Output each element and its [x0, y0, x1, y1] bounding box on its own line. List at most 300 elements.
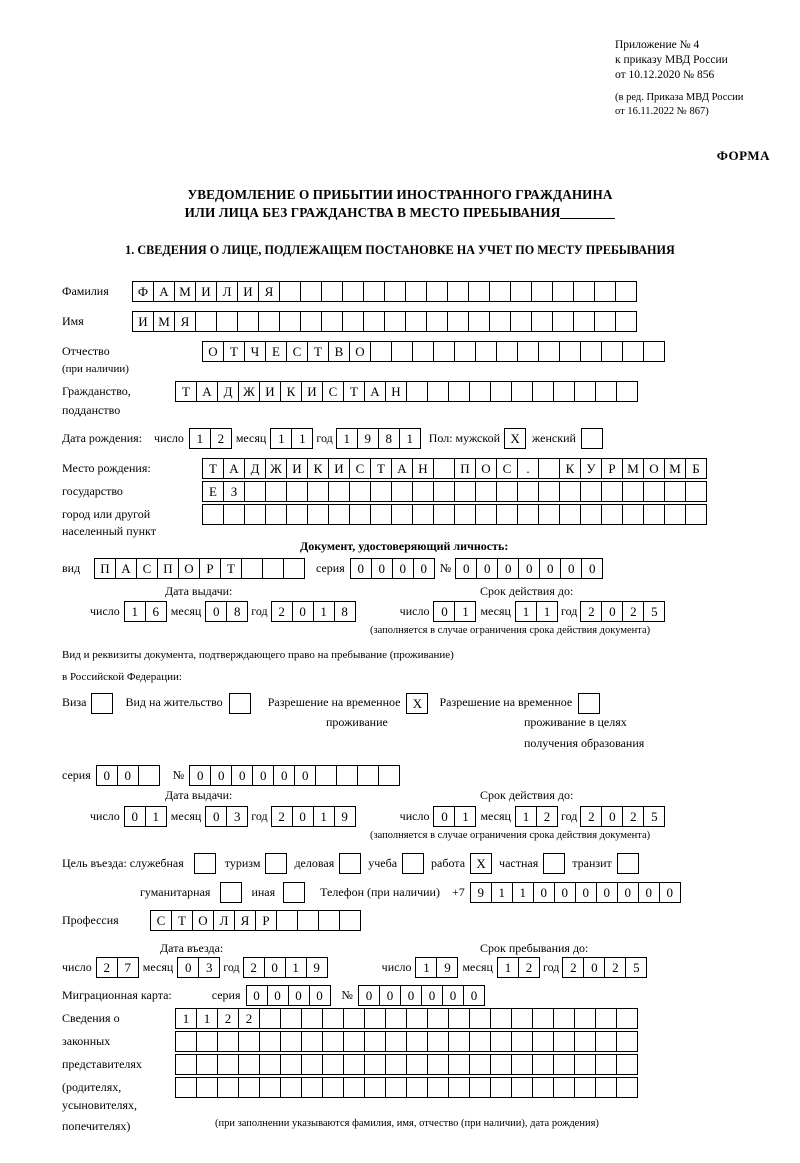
- char-box[interactable]: [357, 765, 379, 786]
- char-box[interactable]: 0: [518, 558, 540, 579]
- char-box[interactable]: [601, 481, 623, 502]
- char-box[interactable]: [490, 381, 512, 402]
- char-box[interactable]: Т: [202, 458, 224, 479]
- char-box[interactable]: [490, 1008, 512, 1029]
- char-box[interactable]: [622, 481, 644, 502]
- char-box[interactable]: К: [280, 381, 302, 402]
- doc-number-boxes[interactable]: [455, 558, 602, 579]
- doc-series-boxes[interactable]: [350, 558, 434, 579]
- char-box[interactable]: [283, 558, 305, 579]
- char-box[interactable]: М: [153, 311, 175, 332]
- char-box[interactable]: 9: [334, 806, 356, 827]
- char-box[interactable]: [531, 311, 553, 332]
- char-box[interactable]: [370, 481, 392, 502]
- char-box[interactable]: [454, 341, 476, 362]
- char-box[interactable]: [297, 910, 319, 931]
- char-box[interactable]: [405, 311, 427, 332]
- char-box[interactable]: Е: [265, 341, 287, 362]
- char-box[interactable]: [322, 1031, 344, 1052]
- char-box[interactable]: [594, 311, 616, 332]
- doc-issue-year-boxes[interactable]: [271, 601, 355, 622]
- char-box[interactable]: [510, 281, 532, 302]
- char-box[interactable]: П: [454, 458, 476, 479]
- char-box[interactable]: [574, 1031, 596, 1052]
- char-box[interactable]: [469, 381, 491, 402]
- entry-year-boxes[interactable]: [243, 957, 327, 978]
- char-box[interactable]: [336, 765, 358, 786]
- char-box[interactable]: А: [153, 281, 175, 302]
- char-box[interactable]: [532, 1031, 554, 1052]
- char-box[interactable]: [301, 1008, 323, 1029]
- char-box[interactable]: П: [94, 558, 116, 579]
- char-box[interactable]: С: [349, 458, 371, 479]
- char-box[interactable]: [406, 1031, 428, 1052]
- char-box[interactable]: Д: [244, 458, 266, 479]
- char-box[interactable]: [517, 504, 539, 525]
- char-box[interactable]: [363, 281, 385, 302]
- char-box[interactable]: [553, 1031, 575, 1052]
- stay-series-boxes[interactable]: [96, 765, 159, 786]
- char-box[interactable]: И: [301, 381, 323, 402]
- visa-checkbox[interactable]: [91, 693, 112, 714]
- char-box[interactable]: 3: [198, 957, 220, 978]
- mig-number-boxes[interactable]: [358, 985, 484, 1006]
- char-box[interactable]: [265, 481, 287, 502]
- char-box[interactable]: И: [328, 458, 350, 479]
- char-box[interactable]: [343, 1031, 365, 1052]
- char-box[interactable]: 1: [291, 428, 313, 449]
- char-box[interactable]: О: [643, 458, 665, 479]
- char-box[interactable]: [616, 1077, 638, 1098]
- char-box[interactable]: [475, 504, 497, 525]
- char-box[interactable]: 0: [583, 957, 605, 978]
- char-box[interactable]: С: [136, 558, 158, 579]
- char-box[interactable]: [216, 311, 238, 332]
- char-box[interactable]: С: [150, 910, 172, 931]
- char-box[interactable]: [580, 504, 602, 525]
- char-box[interactable]: 0: [421, 985, 443, 1006]
- char-box[interactable]: 0: [371, 558, 393, 579]
- char-box[interactable]: [321, 281, 343, 302]
- char-box[interactable]: [469, 1031, 491, 1052]
- char-box[interactable]: [616, 1031, 638, 1052]
- char-box[interactable]: [595, 1031, 617, 1052]
- char-box[interactable]: [580, 341, 602, 362]
- char-box[interactable]: [391, 504, 413, 525]
- char-box[interactable]: [552, 281, 574, 302]
- char-box[interactable]: [538, 504, 560, 525]
- char-box[interactable]: 0: [264, 957, 286, 978]
- char-box[interactable]: [370, 504, 392, 525]
- char-box[interactable]: [328, 481, 350, 502]
- char-box[interactable]: 1: [270, 428, 292, 449]
- char-box[interactable]: [391, 481, 413, 502]
- char-box[interactable]: [280, 1054, 302, 1075]
- char-box[interactable]: [196, 1031, 218, 1052]
- char-box[interactable]: [447, 311, 469, 332]
- char-box[interactable]: 0: [601, 601, 623, 622]
- char-box[interactable]: 1: [175, 1008, 197, 1029]
- sex-female-check[interactable]: [581, 428, 603, 449]
- char-box[interactable]: А: [115, 558, 137, 579]
- purpose-study-checkbox-check[interactable]: [402, 853, 424, 874]
- char-box[interactable]: [342, 281, 364, 302]
- char-box[interactable]: О: [202, 341, 224, 362]
- char-box[interactable]: [664, 481, 686, 502]
- char-box[interactable]: О: [349, 341, 371, 362]
- char-box[interactable]: 1: [124, 601, 146, 622]
- char-box[interactable]: [469, 1008, 491, 1029]
- char-box[interactable]: М: [664, 458, 686, 479]
- purpose-tourism-checkbox-check[interactable]: [265, 853, 287, 874]
- char-box[interactable]: Ф: [132, 281, 154, 302]
- char-box[interactable]: 0: [273, 765, 295, 786]
- stay-end-month-boxes[interactable]: [497, 957, 539, 978]
- char-box[interactable]: [321, 311, 343, 332]
- char-box[interactable]: [496, 481, 518, 502]
- doc-valid-day-boxes[interactable]: [433, 601, 475, 622]
- char-box[interactable]: Р: [199, 558, 221, 579]
- purpose-humanitarian-checkbox-check[interactable]: [220, 882, 242, 903]
- char-box[interactable]: 0: [210, 765, 232, 786]
- char-box[interactable]: [448, 1008, 470, 1029]
- char-box[interactable]: [343, 1054, 365, 1075]
- char-box[interactable]: [217, 1031, 239, 1052]
- char-box[interactable]: 2: [243, 957, 265, 978]
- char-box[interactable]: 1: [515, 601, 537, 622]
- char-box[interactable]: .: [517, 458, 539, 479]
- purpose-work-checkbox[interactable]: [470, 853, 491, 874]
- char-box[interactable]: [258, 311, 280, 332]
- char-box[interactable]: [279, 311, 301, 332]
- char-box[interactable]: [406, 1008, 428, 1029]
- char-box[interactable]: [286, 504, 308, 525]
- char-box[interactable]: [175, 1054, 197, 1075]
- purpose-service-checkbox-check[interactable]: [194, 853, 216, 874]
- char-box[interactable]: 0: [205, 601, 227, 622]
- char-box[interactable]: Т: [307, 341, 329, 362]
- char-box[interactable]: 0: [554, 882, 576, 903]
- char-box[interactable]: [580, 481, 602, 502]
- char-box[interactable]: [447, 281, 469, 302]
- char-box[interactable]: 0: [205, 806, 227, 827]
- char-box[interactable]: Е: [202, 481, 224, 502]
- char-box[interactable]: [301, 1031, 323, 1052]
- char-box[interactable]: Т: [220, 558, 242, 579]
- char-box[interactable]: 1: [196, 1008, 218, 1029]
- char-box[interactable]: 1: [497, 957, 519, 978]
- stay-end-day-boxes[interactable]: [415, 957, 457, 978]
- char-box[interactable]: [217, 1054, 239, 1075]
- char-box[interactable]: О: [178, 558, 200, 579]
- char-box[interactable]: [469, 1077, 491, 1098]
- char-box[interactable]: Я: [234, 910, 256, 931]
- char-box[interactable]: З: [223, 481, 245, 502]
- char-box[interactable]: 1: [454, 806, 476, 827]
- char-box[interactable]: С: [286, 341, 308, 362]
- char-box[interactable]: [259, 1054, 281, 1075]
- char-box[interactable]: [265, 504, 287, 525]
- char-box[interactable]: [405, 281, 427, 302]
- char-box[interactable]: [328, 504, 350, 525]
- char-box[interactable]: [370, 341, 392, 362]
- stay-issue-year-boxes[interactable]: [271, 806, 355, 827]
- char-box[interactable]: 1: [313, 601, 335, 622]
- char-box[interactable]: [343, 1008, 365, 1029]
- char-box[interactable]: 3: [226, 806, 248, 827]
- char-box[interactable]: [468, 281, 490, 302]
- char-box[interactable]: [538, 481, 560, 502]
- char-box[interactable]: [412, 481, 434, 502]
- char-box[interactable]: [378, 765, 400, 786]
- char-box[interactable]: [349, 504, 371, 525]
- stay-valid-year-boxes[interactable]: [580, 806, 664, 827]
- char-box[interactable]: 0: [638, 882, 660, 903]
- char-box[interactable]: [553, 1008, 575, 1029]
- char-box[interactable]: 0: [455, 558, 477, 579]
- char-box[interactable]: 2: [217, 1008, 239, 1029]
- char-box[interactable]: [364, 1077, 386, 1098]
- char-box[interactable]: [448, 1031, 470, 1052]
- char-box[interactable]: [475, 481, 497, 502]
- char-box[interactable]: [280, 1077, 302, 1098]
- purpose-business-checkbox[interactable]: [339, 853, 360, 874]
- char-box[interactable]: 9: [470, 882, 492, 903]
- char-box[interactable]: 2: [238, 1008, 260, 1029]
- char-box[interactable]: [538, 341, 560, 362]
- char-box[interactable]: [594, 281, 616, 302]
- birth-year-boxes[interactable]: [336, 428, 420, 449]
- char-box[interactable]: 0: [617, 882, 639, 903]
- char-box[interactable]: П: [157, 558, 179, 579]
- char-box[interactable]: [601, 504, 623, 525]
- char-box[interactable]: 0: [231, 765, 253, 786]
- char-box[interactable]: [300, 311, 322, 332]
- char-box[interactable]: В: [328, 341, 350, 362]
- char-box[interactable]: С: [322, 381, 344, 402]
- entry-month-boxes[interactable]: [177, 957, 219, 978]
- char-box[interactable]: 0: [596, 882, 618, 903]
- char-box[interactable]: [217, 1077, 239, 1098]
- char-box[interactable]: Р: [601, 458, 623, 479]
- char-box[interactable]: [511, 1077, 533, 1098]
- char-box[interactable]: [301, 1077, 323, 1098]
- char-box[interactable]: 7: [117, 957, 139, 978]
- char-box[interactable]: 0: [294, 765, 316, 786]
- edu-residence-checkbox[interactable]: [578, 693, 599, 714]
- char-box[interactable]: 0: [189, 765, 211, 786]
- char-box[interactable]: 1: [515, 806, 537, 827]
- char-box[interactable]: 1: [189, 428, 211, 449]
- char-box[interactable]: [643, 504, 665, 525]
- char-box[interactable]: 1: [491, 882, 513, 903]
- char-box[interactable]: И: [237, 281, 259, 302]
- char-box[interactable]: Л: [216, 281, 238, 302]
- char-box[interactable]: [196, 1077, 218, 1098]
- char-box[interactable]: 2: [562, 957, 584, 978]
- patronymic-boxes[interactable]: [202, 341, 664, 362]
- char-box[interactable]: 1: [313, 806, 335, 827]
- char-box[interactable]: [280, 1031, 302, 1052]
- char-box[interactable]: [318, 910, 340, 931]
- char-box[interactable]: А: [364, 381, 386, 402]
- char-box[interactable]: 0: [124, 806, 146, 827]
- doc-issue-day-boxes[interactable]: [124, 601, 166, 622]
- doc-issue-month-boxes[interactable]: [205, 601, 247, 622]
- char-box[interactable]: [574, 1008, 596, 1029]
- char-box[interactable]: [468, 311, 490, 332]
- char-box[interactable]: [685, 481, 707, 502]
- purpose-tourism-checkbox[interactable]: [265, 853, 286, 874]
- char-box[interactable]: [259, 1077, 281, 1098]
- name-boxes[interactable]: [132, 311, 636, 332]
- char-box[interactable]: [276, 910, 298, 931]
- char-box[interactable]: Н: [412, 458, 434, 479]
- char-box[interactable]: [559, 504, 581, 525]
- char-box[interactable]: 6: [145, 601, 167, 622]
- char-box[interactable]: [615, 281, 637, 302]
- char-box[interactable]: 0: [292, 601, 314, 622]
- char-box[interactable]: [385, 1054, 407, 1075]
- char-box[interactable]: И: [132, 311, 154, 332]
- char-box[interactable]: 1: [145, 806, 167, 827]
- char-box[interactable]: [685, 504, 707, 525]
- char-box[interactable]: 0: [358, 985, 380, 1006]
- char-box[interactable]: 0: [433, 601, 455, 622]
- char-box[interactable]: [496, 504, 518, 525]
- char-box[interactable]: [574, 1054, 596, 1075]
- char-box[interactable]: Н: [385, 381, 407, 402]
- char-box[interactable]: [406, 381, 428, 402]
- char-box[interactable]: О: [475, 458, 497, 479]
- char-box[interactable]: Л: [213, 910, 235, 931]
- char-box[interactable]: [364, 1031, 386, 1052]
- birth-place-row-3[interactable]: [202, 504, 706, 525]
- char-box[interactable]: [433, 504, 455, 525]
- char-box[interactable]: 0: [400, 985, 422, 1006]
- doc-valid-year-boxes[interactable]: [580, 601, 664, 622]
- char-box[interactable]: 0: [413, 558, 435, 579]
- char-box[interactable]: [223, 504, 245, 525]
- char-box[interactable]: [532, 1054, 554, 1075]
- char-box[interactable]: И: [286, 458, 308, 479]
- char-box[interactable]: [412, 504, 434, 525]
- char-box[interactable]: 0: [392, 558, 414, 579]
- char-box[interactable]: 5: [643, 601, 665, 622]
- char-box[interactable]: [454, 504, 476, 525]
- char-box[interactable]: 0: [350, 558, 372, 579]
- char-box[interactable]: 0: [581, 558, 603, 579]
- char-box[interactable]: 9: [436, 957, 458, 978]
- char-box[interactable]: 2: [271, 806, 293, 827]
- char-box[interactable]: Т: [175, 381, 197, 402]
- visa-check[interactable]: [91, 693, 113, 714]
- char-box[interactable]: 1: [536, 601, 558, 622]
- purpose-other-checkbox[interactable]: [283, 882, 304, 903]
- char-box[interactable]: [538, 458, 560, 479]
- char-box[interactable]: [349, 481, 371, 502]
- char-box[interactable]: 0: [96, 765, 118, 786]
- char-box[interactable]: [322, 1008, 344, 1029]
- char-box[interactable]: [559, 481, 581, 502]
- char-box[interactable]: 9: [357, 428, 379, 449]
- stay-valid-month-boxes[interactable]: [515, 806, 557, 827]
- char-box[interactable]: С: [496, 458, 518, 479]
- char-box[interactable]: [531, 281, 553, 302]
- char-box[interactable]: 1: [415, 957, 437, 978]
- char-box[interactable]: [322, 1054, 344, 1075]
- stay-valid-day-boxes[interactable]: [433, 806, 475, 827]
- char-box[interactable]: [511, 1031, 533, 1052]
- char-box[interactable]: [259, 1008, 281, 1029]
- char-box[interactable]: [237, 311, 259, 332]
- char-box[interactable]: [489, 311, 511, 332]
- char-box[interactable]: 0: [379, 985, 401, 1006]
- char-box[interactable]: [532, 381, 554, 402]
- residence-checkbox[interactable]: [229, 693, 250, 714]
- char-box[interactable]: [517, 481, 539, 502]
- char-box[interactable]: [175, 1031, 197, 1052]
- char-box[interactable]: [262, 558, 284, 579]
- char-box[interactable]: 0: [497, 558, 519, 579]
- birth-month-boxes[interactable]: [270, 428, 312, 449]
- char-box[interactable]: 0: [659, 882, 681, 903]
- char-box[interactable]: 0: [575, 882, 597, 903]
- char-box[interactable]: 0: [246, 985, 268, 1006]
- surname-boxes[interactable]: [132, 281, 636, 302]
- char-box[interactable]: 0: [539, 558, 561, 579]
- char-box[interactable]: [615, 311, 637, 332]
- char-box[interactable]: О: [192, 910, 214, 931]
- char-box[interactable]: 0: [267, 985, 289, 1006]
- char-box[interactable]: [595, 381, 617, 402]
- residence-check[interactable]: [229, 693, 251, 714]
- char-box[interactable]: 0: [601, 806, 623, 827]
- char-box[interactable]: Ж: [265, 458, 287, 479]
- char-box[interactable]: 0: [533, 882, 555, 903]
- char-box[interactable]: [511, 1008, 533, 1029]
- char-box[interactable]: 2: [604, 957, 626, 978]
- char-box[interactable]: Я: [174, 311, 196, 332]
- char-box[interactable]: [244, 481, 266, 502]
- char-box[interactable]: [426, 311, 448, 332]
- char-box[interactable]: [427, 381, 449, 402]
- char-box[interactable]: 1: [454, 601, 476, 622]
- char-box[interactable]: [643, 481, 665, 502]
- char-box[interactable]: М: [622, 458, 644, 479]
- char-box[interactable]: [490, 1031, 512, 1052]
- char-box[interactable]: 0: [433, 806, 455, 827]
- char-box[interactable]: [363, 311, 385, 332]
- char-box[interactable]: 2: [518, 957, 540, 978]
- char-box[interactable]: А: [391, 458, 413, 479]
- sex-female-box[interactable]: [581, 428, 602, 449]
- char-box[interactable]: 0: [442, 985, 464, 1006]
- char-box[interactable]: [448, 1077, 470, 1098]
- char-box[interactable]: [664, 504, 686, 525]
- char-box[interactable]: [412, 341, 434, 362]
- profession-boxes[interactable]: [150, 910, 360, 931]
- char-box[interactable]: [300, 281, 322, 302]
- char-box[interactable]: [532, 1077, 554, 1098]
- char-box[interactable]: [307, 481, 329, 502]
- char-box[interactable]: Р: [255, 910, 277, 931]
- char-box[interactable]: [138, 765, 160, 786]
- char-box[interactable]: [244, 504, 266, 525]
- char-box[interactable]: [433, 341, 455, 362]
- char-box[interactable]: [475, 341, 497, 362]
- legal-row-4[interactable]: [175, 1077, 637, 1098]
